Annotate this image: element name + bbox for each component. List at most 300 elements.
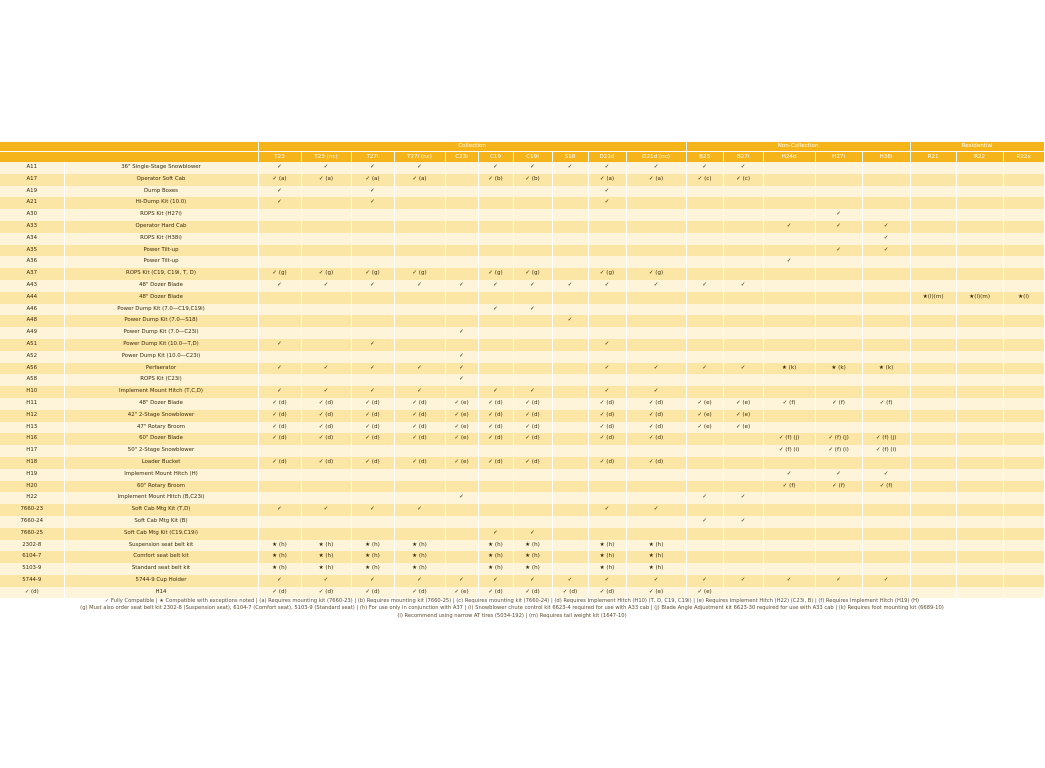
table-row [0,386,1044,398]
compatibility-cell: ✓ [686,363,723,375]
compatibility-cell [862,268,910,280]
compatibility-cell [686,445,723,457]
table-row [0,504,1044,516]
compatibility-cell: ✓ [552,280,588,292]
compatibility-cell [394,221,445,233]
compatibility-cell [588,327,626,339]
accessory-name: Suspension seat belt kit [64,540,258,552]
compatibility-cell: ✓ [351,363,394,375]
compatibility-cell: ✓ [862,233,910,245]
compatibility-cell [588,374,626,386]
accessory-name: H14 [64,587,258,599]
compatibility-cell [956,363,1003,375]
compatibility-cell [815,386,862,398]
compatibility-cell [258,327,301,339]
compatibility-cell [552,492,588,504]
compatibility-cell: ✓ [258,280,301,292]
compatibility-cell [686,374,723,386]
compatibility-cell: ✓ [626,386,686,398]
compatibility-cell: ✓ (c) [686,174,723,186]
compatibility-cell: ✓ [815,245,862,257]
compatibility-cell [763,587,815,599]
compatibility-cell: ✓ [394,575,445,587]
compatibility-cell [763,174,815,186]
compatibility-cell [763,516,815,528]
compatibility-cell [588,315,626,327]
group-collection: Collection [258,142,686,152]
compatibility-cell: ✓ (f) [763,481,815,493]
compatibility-cell [862,528,910,540]
group-non-collection: Non-Collection [686,142,910,152]
compatibility-cell [910,174,956,186]
compatibility-cell [513,186,552,198]
compatibility-cell: ✓ [445,327,478,339]
compatibility-cell: ✓ (e) [723,398,763,410]
accessory-name: Power Dump Kit (7.0—C19,C19i) [64,304,258,316]
compatibility-cell [258,315,301,327]
compatibility-cell [910,315,956,327]
compatibility-cell [956,339,1003,351]
compatibility-cell: ✓ (d) [626,410,686,422]
column-header: T23 (nc) [301,152,351,163]
compatibility-cell: ✓ (d) [394,587,445,599]
accessory-name: Implement Mount Hitch (T,C,D) [64,386,258,398]
compatibility-cell [445,256,478,268]
compatibility-cell [910,551,956,563]
compatibility-cell [1003,398,1044,410]
compatibility-cell [394,209,445,221]
compatibility-cell [301,245,351,257]
compatibility-cell [513,351,552,363]
table-row [0,363,1044,375]
compatibility-cell [394,469,445,481]
compatibility-cell: ✓ (d) [258,587,301,599]
accessory-name: Hi-Dump Kit (10.0) [64,197,258,209]
compatibility-cell [723,245,763,257]
compatibility-cell [351,315,394,327]
compatibility-cell: ✓ [351,575,394,587]
compatibility-cell: ✓ (d) [394,398,445,410]
compatibility-cell: ✓ [394,504,445,516]
compatibility-cell: ✓ [588,197,626,209]
compatibility-cell [910,422,956,434]
compatibility-cell [723,197,763,209]
compatibility-cell [626,492,686,504]
compatibility-cell: ✓ (d) [351,410,394,422]
column-header: D21d [588,152,626,163]
compatibility-cell [301,445,351,457]
compatibility-cell: ✓ [258,504,301,516]
model-code: A43 [0,280,64,292]
compatibility-cell: ★ (h) [394,540,445,552]
compatibility-cell [626,327,686,339]
compatibility-cell [552,363,588,375]
compatibility-cell: ✓ [513,304,552,316]
model-code: 7660-24 [0,516,64,528]
compatibility-cell [910,504,956,516]
compatibility-cell: ✓ [445,575,478,587]
compatibility-cell [910,221,956,233]
compatibility-cell: ✓ [301,504,351,516]
compatibility-cell: ✓ (c) [723,174,763,186]
compatibility-cell: ★ (h) [301,563,351,575]
compatibility-cell [552,197,588,209]
model-code: H12 [0,410,64,422]
compatibility-cell: ★ (h) [351,551,394,563]
compatibility-cell [513,492,552,504]
compatibility-cell [723,292,763,304]
compatibility-cell: ✓ [301,162,351,174]
compatibility-cell [301,469,351,481]
compatibility-cell: ✓ (d) [394,457,445,469]
compatibility-cell: ✓ (g) [478,268,513,280]
compatibility-cell: ★(l) [1003,292,1044,304]
compatibility-cell [1003,315,1044,327]
compatibility-cell: ★ (h) [301,551,351,563]
table-row [0,162,1044,174]
compatibility-cell [686,186,723,198]
compatibility-cell [301,516,351,528]
accessory-name: Power Tilt-up [64,256,258,268]
compatibility-cell [763,304,815,316]
compatibility-cell: ✓ [723,575,763,587]
compatibility-cell [445,481,478,493]
compatibility-cell: ✓ [351,186,394,198]
group-residential: Residential [910,142,1044,152]
compatibility-cell [1003,209,1044,221]
compatibility-cell [815,540,862,552]
compatibility-cell [301,315,351,327]
compatibility-cell: ✓ [445,351,478,363]
compatibility-cell [686,327,723,339]
compatibility-cell [626,351,686,363]
column-header-row [0,152,1044,163]
compatibility-cell [445,186,478,198]
compatibility-cell [513,504,552,516]
compatibility-cell [956,551,1003,563]
compatibility-cell: ✓ (e) [445,410,478,422]
accessory-name: Power Dump Kit (10.0—T,D) [64,339,258,351]
accessory-name: Power Dump Kit (7.0—S18) [64,315,258,327]
compatibility-cell [862,327,910,339]
model-code: ✓ (d) [0,587,64,599]
compatibility-cell [445,563,478,575]
compatibility-cell [552,174,588,186]
model-code: 5103-9 [0,563,64,575]
compatibility-cell: ✓ [258,339,301,351]
compatibility-cell: ✓ [686,516,723,528]
compatibility-cell [588,516,626,528]
compatibility-cell [552,268,588,280]
compatibility-cell: ★ (h) [478,551,513,563]
compatibility-cell [394,528,445,540]
compatibility-cell: ✓ (d) [351,457,394,469]
column-header: H24d [763,152,815,163]
compatibility-cell [956,280,1003,292]
compatibility-cell: ✓ (d) [626,433,686,445]
compatibility-cell: ✓ [815,209,862,221]
compatibility-cell [394,315,445,327]
column-header: T23 [258,152,301,163]
compatibility-cell [763,386,815,398]
compatibility-cell: ✓ [763,221,815,233]
accessory-name: Implement Mount Hitch (H) [64,469,258,481]
compatibility-cell [626,528,686,540]
compatibility-cell [552,339,588,351]
compatibility-cell [445,162,478,174]
compatibility-cell [910,233,956,245]
compatibility-cell [910,433,956,445]
compatibility-cell [862,516,910,528]
compatibility-cell [763,280,815,292]
compatibility-cell: ✓ [445,374,478,386]
compatibility-cell: ✓ (e) [445,587,478,599]
compatibility-cell [626,304,686,316]
compatibility-cell: ✓ (g) [301,268,351,280]
compatibility-cell [910,209,956,221]
compatibility-cell [626,197,686,209]
compatibility-cell [513,516,552,528]
compatibility-cell [445,221,478,233]
compatibility-cell [956,304,1003,316]
compatibility-cell [763,528,815,540]
compatibility-cell: ✓ (d) [478,433,513,445]
compatibility-cell [394,339,445,351]
compatibility-cell: ✓ (g) [258,268,301,280]
compatibility-cell [910,540,956,552]
compatibility-cell: ★ (h) [478,540,513,552]
compatibility-cell: ✓ [723,162,763,174]
compatibility-cell: ✓ [478,575,513,587]
compatibility-cell: ✓ (e) [686,422,723,434]
compatibility-cell [815,422,862,434]
compatibility-cell [445,209,478,221]
compatibility-cell [1003,445,1044,457]
model-code: H18 [0,457,64,469]
compatibility-cell: ✓ [478,280,513,292]
compatibility-cell [258,374,301,386]
compatibility-cell [351,209,394,221]
model-code: H10 [0,386,64,398]
compatibility-cell: ✓ [258,162,301,174]
compatibility-cell: ★ (h) [351,563,394,575]
compatibility-cell [478,186,513,198]
compatibility-cell: ✓ (d) [351,587,394,599]
compatibility-cell: ✓ (d) [513,410,552,422]
model-code: 7660-25 [0,528,64,540]
compatibility-cell [763,492,815,504]
model-code: A21 [0,197,64,209]
compatibility-cell [723,315,763,327]
compatibility-cell: ✓ (g) [513,268,552,280]
model-code: 7660-23 [0,504,64,516]
compatibility-cell: ✓ [686,162,723,174]
compatibility-cell: ✓ (f) (j) [862,433,910,445]
compatibility-cell [513,363,552,375]
compatibility-cell [552,563,588,575]
compatibility-cell [258,516,301,528]
compatibility-cell: ✓ (d) [301,398,351,410]
compatibility-cell [686,292,723,304]
compatibility-cell [910,256,956,268]
compatibility-cell [301,374,351,386]
compatibility-cell [1003,268,1044,280]
compatibility-cell [815,186,862,198]
accessory-name: 48" Dozer Blade [64,292,258,304]
compatibility-cell [445,445,478,457]
compatibility-cell: ★ (h) [513,551,552,563]
model-code: A17 [0,174,64,186]
legend-line: ✓ Fully Compatible | ★ Compatible with exceptions noted | (a) Requires mounting kit (7660-23) | (b) Requires mounting kit (7660-25) | (c) Requires mounting kit (7660-24) | (d) Requires Implement Hitch (H10) (T, D, C19, C19i) | (e) Requires Implement Hitch (H22) (C23i, B) | (f) Requires Implement Hitch (H19) (H) [104,598,920,604]
model-code: A11 [0,162,64,174]
compatibility-cell [763,504,815,516]
legend-line: (l) Recommend using narrow AT tires (5034-192) | (m) Requires tail weight kit (1647-10) [397,612,627,619]
compatibility-cell: ✓ (d) [588,433,626,445]
compatibility-cell [686,351,723,363]
compatibility-cell: ✓ [723,516,763,528]
compatibility-cell: ✓ [588,386,626,398]
compatibility-cell: ✓ [588,280,626,292]
column-header: T27i [351,152,394,163]
compatibility-cell [723,481,763,493]
compatibility-cell [1003,304,1044,316]
compatibility-cell [723,327,763,339]
compatibility-cell [686,197,723,209]
compatibility-cell [394,245,445,257]
compatibility-cell [351,292,394,304]
compatibility-cell [478,445,513,457]
compatibility-cell [862,374,910,386]
compatibility-cell [513,197,552,209]
compatibility-cell: ✓ (d) [626,422,686,434]
compatibility-cell [1003,575,1044,587]
compatibility-cell [815,551,862,563]
compatibility-cell: ✓ (d) [351,422,394,434]
compatibility-cell [956,351,1003,363]
compatibility-cell [445,197,478,209]
accessory-name: Soft Cab Mtg Kit (T,D) [64,504,258,516]
compatibility-cell [588,492,626,504]
compatibility-cell [910,268,956,280]
compatibility-cell [956,327,1003,339]
compatibility-cell [956,540,1003,552]
table-row [0,433,1044,445]
compatibility-cell [956,457,1003,469]
model-code: A35 [0,245,64,257]
compatibility-cell [862,410,910,422]
compatibility-cell [723,445,763,457]
compatibility-cell: ✓ [258,363,301,375]
compatibility-cell [763,563,815,575]
compatibility-cell [351,245,394,257]
compatibility-cell: ★ (h) [513,540,552,552]
compatibility-cell [815,174,862,186]
column-header: R22 [956,152,1003,163]
model-code: H20 [0,481,64,493]
compatibility-cell [626,445,686,457]
column-header: C19 [478,152,513,163]
model-code: A48 [0,315,64,327]
compatibility-cell [351,445,394,457]
compatibility-cell: ✓ (d) [588,422,626,434]
compatibility-cell: ✓ (b) [513,174,552,186]
table-body [0,162,1044,598]
compatibility-cell [301,256,351,268]
compatibility-cell: ✓ [763,469,815,481]
compatibility-cell [588,221,626,233]
compatibility-cell [723,339,763,351]
compatibility-cell: ✓ [301,363,351,375]
compatibility-cell [956,315,1003,327]
accessory-name: Soft Cab Mtg Kit (C19,C19i) [64,528,258,540]
compatibility-cell [815,304,862,316]
compatibility-cell [552,528,588,540]
compatibility-cell [588,233,626,245]
table-row [0,280,1044,292]
compatibility-cell [513,292,552,304]
table-row [0,422,1044,434]
compatibility-cell [552,245,588,257]
compatibility-cell: ✓ [513,280,552,292]
compatibility-cell [445,551,478,563]
accessory-name: ROPS Kit (H38i) [64,233,258,245]
compatibility-cell [626,315,686,327]
compatibility-cell [258,245,301,257]
model-code: A34 [0,233,64,245]
accessory-name: Implement Mount Hitch (B,C23i) [64,492,258,504]
compatibility-cell [513,374,552,386]
compatibility-cell: ★ (h) [626,540,686,552]
compatibility-cell [815,528,862,540]
compatibility-cell [626,221,686,233]
compatibility-cell [815,351,862,363]
compatibility-cell: ✓ (e) [445,457,478,469]
compatibility-cell [862,304,910,316]
compatibility-cell: ✓ (d) [513,433,552,445]
compatibility-cell [956,233,1003,245]
compatibility-cell: ★ (h) [588,563,626,575]
compatibility-cell: ✓ [513,386,552,398]
compatibility-cell [445,528,478,540]
compatibility-cell: ✓ (d) [258,422,301,434]
compatibility-cell [478,492,513,504]
compatibility-cell [552,540,588,552]
compatibility-cell [723,540,763,552]
compatibility-cell [301,481,351,493]
compatibility-cell [1003,504,1044,516]
compatibility-cell [351,304,394,316]
accessory-name: Dump Boxes [64,186,258,198]
compatibility-cell [258,351,301,363]
compatibility-cell [956,197,1003,209]
compatibility-cell: ✓ [686,575,723,587]
compatibility-cell [1003,386,1044,398]
compatibility-cell [686,268,723,280]
compatibility-cell: ✓ [763,575,815,587]
compatibility-cell [552,551,588,563]
compatibility-cell [258,221,301,233]
table-row [0,492,1044,504]
compatibility-cell [1003,327,1044,339]
column-header: T27i (nc) [394,152,445,163]
compatibility-cell [552,504,588,516]
model-code: A51 [0,339,64,351]
compatibility-cell [763,374,815,386]
model-code: A58 [0,374,64,386]
table-row [0,268,1044,280]
compatibility-cell [394,481,445,493]
compatibility-cell [626,516,686,528]
